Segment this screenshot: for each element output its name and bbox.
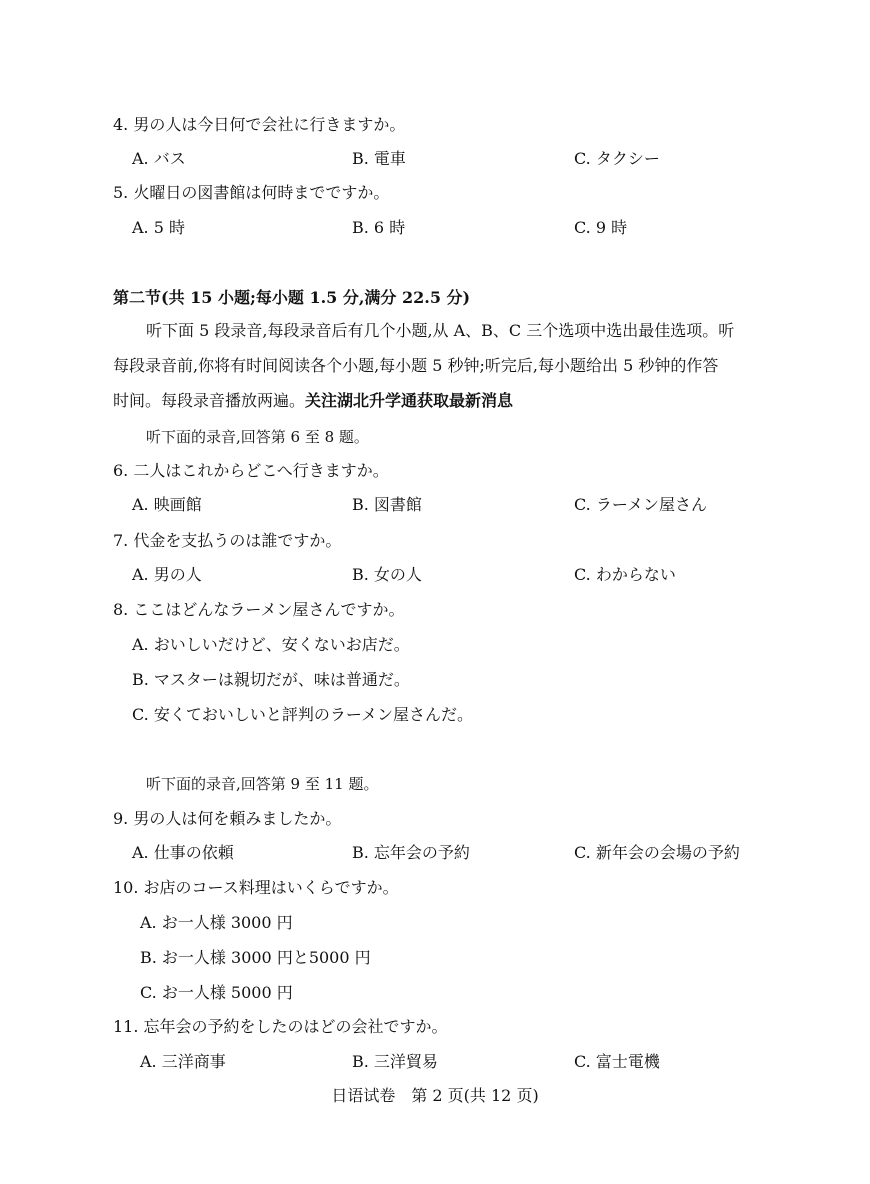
question-11-option-b: B. 三洋貿易 bbox=[352, 1052, 438, 1071]
question-7-option-c: C. わからない bbox=[574, 565, 676, 584]
instruction-text: 时间。每段录音播放两遍。 bbox=[113, 391, 306, 410]
listening-group-1: 听下面的录音,回答第 6 至 8 题。 bbox=[146, 428, 369, 446]
question-5-option-a: A. 5 時 bbox=[132, 218, 185, 237]
question-9-option-b: B. 忘年会の予約 bbox=[352, 843, 470, 862]
question-8-option-c: C. 安くておいしいと評判のラーメン屋さんだ。 bbox=[132, 705, 474, 724]
question-5-text: 5. 火曜日の図書館は何時までですか。 bbox=[113, 183, 390, 202]
question-11-text: 11. 忘年会の予約をしたのはどの会社ですか。 bbox=[113, 1017, 448, 1036]
instruction-line-1: 听下面 5 段录音,每段录音后有几个小题,从 A、B、C 三个选项中选出最佳选项。听 bbox=[146, 321, 735, 340]
question-10-text: 10. お店のコース料理はいくらですか。 bbox=[113, 878, 399, 897]
question-10-option-c: C. お一人様 5000 円 bbox=[140, 983, 293, 1002]
page-footer: 日语试卷 第 2 页(共 12 页) bbox=[331, 1086, 539, 1105]
question-7-option-b: B. 女の人 bbox=[352, 565, 422, 584]
instruction-line-2: 每段录音前,你将有时间阅读各个小题,每小题 5 秒钟;听完后,每小题给出 5 秒钟的作答 bbox=[113, 356, 719, 375]
question-8-option-b: B. マスターは親切だが、味は普通だ。 bbox=[132, 670, 410, 689]
question-4-option-b: B. 電車 bbox=[352, 149, 406, 168]
question-9-text: 9. 男の人は何を頼みましたか。 bbox=[113, 809, 342, 828]
question-4-option-a: A. バス bbox=[132, 149, 186, 168]
question-11-option-c: C. 富士電機 bbox=[574, 1052, 660, 1071]
question-9-option-c: C. 新年会の会場の予約 bbox=[574, 843, 740, 862]
question-9-option-a: A. 仕事の依頼 bbox=[132, 843, 234, 862]
question-4-text: 4. 男の人は今日何で会社に行きますか。 bbox=[113, 115, 406, 134]
question-10-option-b: B. お一人様 3000 円と5000 円 bbox=[140, 948, 371, 967]
question-8-text: 8. ここはどんなラーメン屋さんですか。 bbox=[113, 600, 405, 619]
question-5-option-b: B. 6 時 bbox=[352, 218, 406, 237]
question-6-option-c: C. ラーメン屋さん bbox=[574, 495, 708, 514]
section-heading: 第二节(共 15 小题;每小题 1.5 分,满分 22.5 分) bbox=[113, 288, 471, 307]
question-8-option-a: A. おいしいだけど、安くないお店だ。 bbox=[132, 635, 410, 654]
question-7-text: 7. 代金を支払うのは誰ですか。 bbox=[113, 531, 342, 550]
question-6-text: 6. 二人はこれからどこへ行きますか。 bbox=[113, 461, 389, 480]
question-10-option-a: A. お一人様 3000 円 bbox=[140, 913, 293, 932]
instruction-line-3 bbox=[113, 391, 513, 411]
question-4-option-c: C. タクシー bbox=[574, 149, 660, 168]
question-5-option-c: C. 9 時 bbox=[574, 218, 628, 237]
question-11-option-a: A. 三洋商事 bbox=[140, 1052, 226, 1071]
question-6-option-a: A. 映画館 bbox=[132, 495, 202, 514]
listening-group-2: 听下面的录音,回答第 9 至 11 题。 bbox=[146, 775, 379, 793]
question-7-option-a: A. 男の人 bbox=[132, 565, 202, 584]
notice-text: 关注湖北升学通获取最新消息 bbox=[305, 391, 514, 410]
question-6-option-b: B. 図書館 bbox=[352, 495, 422, 514]
